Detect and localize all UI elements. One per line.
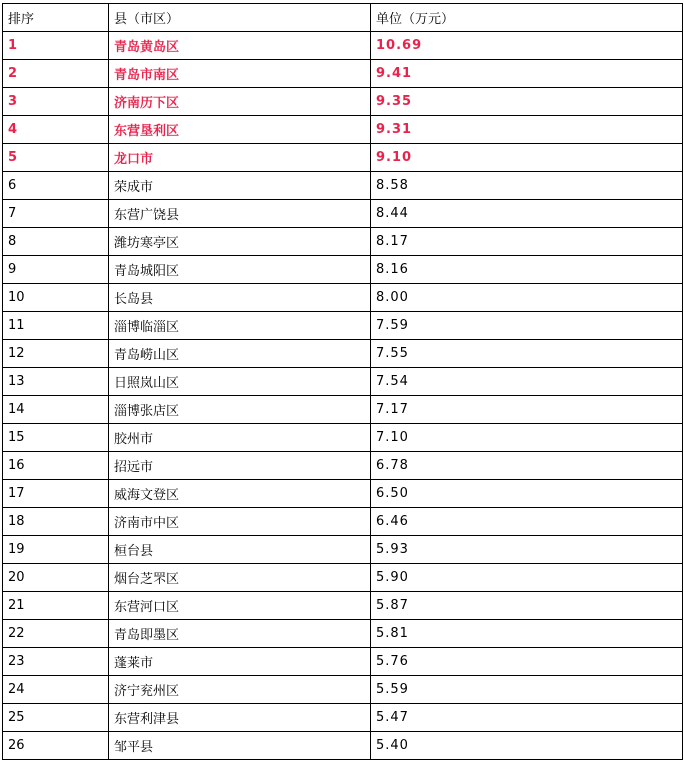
rank-cell: 6 xyxy=(3,172,109,200)
table-row xyxy=(3,32,683,60)
county-cell: 青岛城阳区 xyxy=(109,256,371,284)
county-cell: 蓬莱市 xyxy=(109,648,371,676)
rank-cell: 13 xyxy=(3,368,109,396)
rank-cell: 3 xyxy=(3,88,109,116)
value-cell: 5.93 xyxy=(371,536,683,564)
table-row xyxy=(3,228,683,256)
county-cell: 日照岚山区 xyxy=(109,368,371,396)
rank-cell: 19 xyxy=(3,536,109,564)
county-cell: 东营垦利区 xyxy=(109,116,371,144)
value-cell: 9.10 xyxy=(371,144,683,172)
table-row xyxy=(3,312,683,340)
rank-cell: 16 xyxy=(3,452,109,480)
county-cell: 招远市 xyxy=(109,452,371,480)
county-cell: 龙口市 xyxy=(109,144,371,172)
county-cell: 邹平县 xyxy=(109,732,371,760)
county-cell: 威海文登区 xyxy=(109,480,371,508)
header-value: 单位（万元） xyxy=(371,4,683,32)
county-cell: 东营利津县 xyxy=(109,704,371,732)
value-cell: 8.44 xyxy=(371,200,683,228)
table-row xyxy=(3,704,683,732)
rank-cell: 12 xyxy=(3,340,109,368)
county-cell: 长岛县 xyxy=(109,284,371,312)
rank-cell: 24 xyxy=(3,676,109,704)
table-row xyxy=(3,368,683,396)
county-cell: 青岛黄岛区 xyxy=(109,32,371,60)
rank-cell: 14 xyxy=(3,396,109,424)
table-row xyxy=(3,256,683,284)
value-cell: 8.16 xyxy=(371,256,683,284)
table-row xyxy=(3,340,683,368)
value-cell: 8.00 xyxy=(371,284,683,312)
rank-cell: 26 xyxy=(3,732,109,760)
rank-cell: 21 xyxy=(3,592,109,620)
county-cell: 潍坊寒亭区 xyxy=(109,228,371,256)
value-cell: 6.50 xyxy=(371,480,683,508)
value-cell: 7.54 xyxy=(371,368,683,396)
rank-cell: 11 xyxy=(3,312,109,340)
county-cell: 青岛市南区 xyxy=(109,60,371,88)
county-cell: 东营河口区 xyxy=(109,592,371,620)
table-row xyxy=(3,480,683,508)
table-row xyxy=(3,592,683,620)
value-cell: 7.10 xyxy=(371,424,683,452)
table-row xyxy=(3,88,683,116)
table-row xyxy=(3,116,683,144)
county-cell: 淄博临淄区 xyxy=(109,312,371,340)
rank-cell: 7 xyxy=(3,200,109,228)
header-rank: 排序 xyxy=(3,4,109,32)
rank-cell: 25 xyxy=(3,704,109,732)
value-cell: 5.59 xyxy=(371,676,683,704)
table-row xyxy=(3,144,683,172)
table-row xyxy=(3,508,683,536)
county-cell: 青岛即墨区 xyxy=(109,620,371,648)
table-row xyxy=(3,172,683,200)
table-row xyxy=(3,536,683,564)
county-cell: 济南市中区 xyxy=(109,508,371,536)
county-cell: 荣成市 xyxy=(109,172,371,200)
value-cell: 5.76 xyxy=(371,648,683,676)
table-body xyxy=(3,32,683,760)
value-cell: 9.31 xyxy=(371,116,683,144)
value-cell: 5.87 xyxy=(371,592,683,620)
value-cell: 9.41 xyxy=(371,60,683,88)
value-cell: 7.17 xyxy=(371,396,683,424)
county-cell: 东营广饶县 xyxy=(109,200,371,228)
value-cell: 6.78 xyxy=(371,452,683,480)
table-row xyxy=(3,452,683,480)
value-cell: 5.81 xyxy=(371,620,683,648)
table-header-row xyxy=(3,4,683,32)
rank-cell: 22 xyxy=(3,620,109,648)
rank-cell: 23 xyxy=(3,648,109,676)
rank-cell: 17 xyxy=(3,480,109,508)
county-cell: 桓台县 xyxy=(109,536,371,564)
rank-cell: 4 xyxy=(3,116,109,144)
value-cell: 10.69 xyxy=(371,32,683,60)
value-cell: 5.47 xyxy=(371,704,683,732)
table-row xyxy=(3,620,683,648)
header-county: 县（市区） xyxy=(109,4,371,32)
ranking-table xyxy=(2,3,683,760)
value-cell: 9.35 xyxy=(371,88,683,116)
rank-cell: 10 xyxy=(3,284,109,312)
table-row xyxy=(3,60,683,88)
value-cell: 8.58 xyxy=(371,172,683,200)
county-cell: 济宁兖州区 xyxy=(109,676,371,704)
rank-cell: 18 xyxy=(3,508,109,536)
value-cell: 6.46 xyxy=(371,508,683,536)
county-cell: 淄博张店区 xyxy=(109,396,371,424)
table-row xyxy=(3,424,683,452)
county-cell: 济南历下区 xyxy=(109,88,371,116)
table-row xyxy=(3,200,683,228)
table-row xyxy=(3,396,683,424)
table-row xyxy=(3,564,683,592)
value-cell: 7.55 xyxy=(371,340,683,368)
rank-cell: 9 xyxy=(3,256,109,284)
county-cell: 胶州市 xyxy=(109,424,371,452)
value-cell: 5.90 xyxy=(371,564,683,592)
county-cell: 烟台芝罘区 xyxy=(109,564,371,592)
rank-cell: 2 xyxy=(3,60,109,88)
table-row xyxy=(3,732,683,760)
table-row xyxy=(3,676,683,704)
county-cell: 青岛崂山区 xyxy=(109,340,371,368)
value-cell: 5.40 xyxy=(371,732,683,760)
value-cell: 8.17 xyxy=(371,228,683,256)
table-row xyxy=(3,648,683,676)
rank-cell: 1 xyxy=(3,32,109,60)
rank-cell: 5 xyxy=(3,144,109,172)
table-row xyxy=(3,284,683,312)
value-cell: 7.59 xyxy=(371,312,683,340)
rank-cell: 8 xyxy=(3,228,109,256)
rank-cell: 20 xyxy=(3,564,109,592)
rank-cell: 15 xyxy=(3,424,109,452)
